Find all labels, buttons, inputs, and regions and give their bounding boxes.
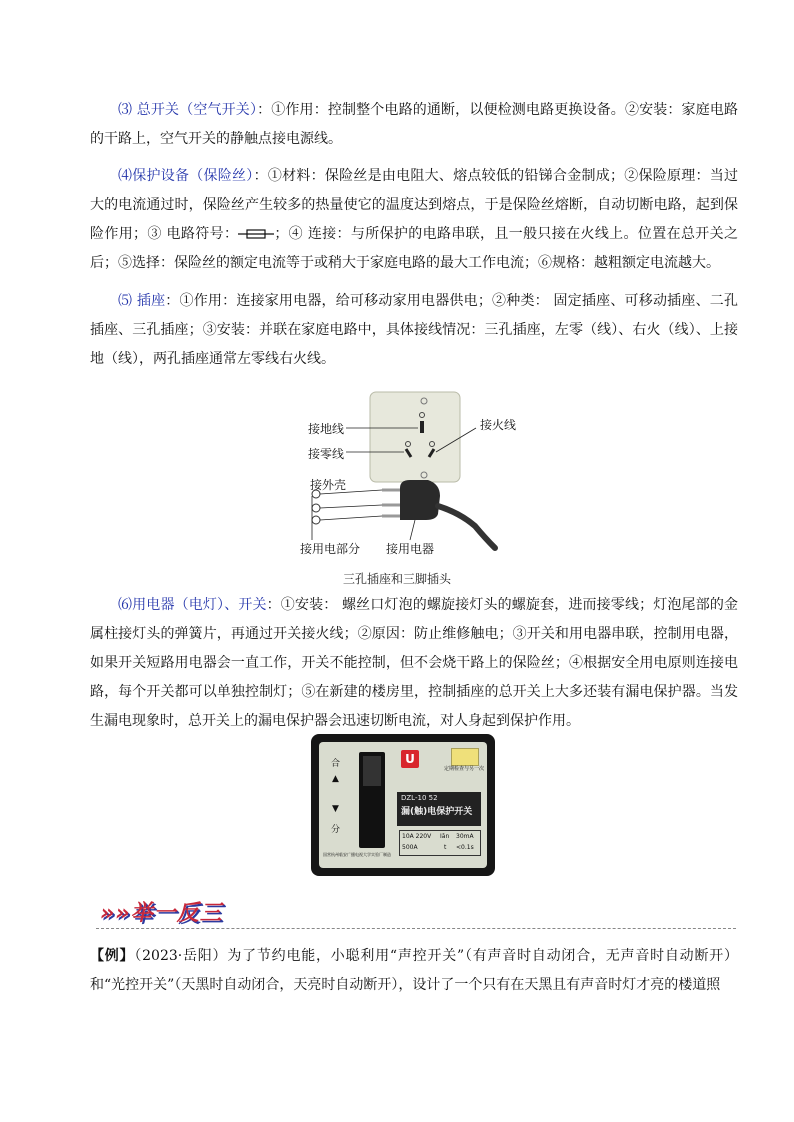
red-indicator [401, 750, 419, 768]
section-title: ⑷保护设备（保险丝） [118, 168, 254, 184]
on-label: 合 [331, 759, 341, 769]
model-plate [397, 792, 481, 826]
chevrons-icon: »» [100, 901, 131, 926]
section-body: ：①材料：保险丝是由电阻大、熔点较低的铅锑合金制成；②保险原理：当过大的电流通过时，保险丝产生较多的热量使它的温度达到熔点，于是保险丝熔断，自动切断电路，起到保险作用；③ 电路符号： [90, 168, 739, 242]
manufacturer: 国营杭州临安广播电视大学实验厂制造 [323, 852, 391, 857]
section-body: ：①作用：控制整个电路的通断，以便检测电路更换设备。②安装：家庭电路的干路上，空气开关的静触点接电源线。 [90, 102, 739, 147]
section-title: ⑸ 插座 [118, 293, 166, 309]
example-heading-text: 举一反三 [130, 901, 223, 926]
spec-voltage: 10A 220V [402, 833, 432, 840]
example-heading [100, 896, 223, 927]
section-body: ：①作用：连接家用电器，给可移动家用电器供电；②种类： 固定插座、可移动插座、二孔插座、三孔插座；③安装：并联在家庭电路中，具体接线情况：三孔插座，左零（线）、右火（线）、上接地（线），两孔插座通常左零线右火线。 [90, 293, 738, 367]
spec-table [399, 830, 481, 856]
label-appliance-part: 接用电部分 [300, 542, 361, 556]
leakage-protector-photo [311, 734, 495, 876]
test-button-label: 定期检查与另一次 [443, 766, 484, 772]
section-title: ⑶ 总开关（空气开关） [118, 102, 258, 118]
model-number: DZL-10 52 [401, 794, 438, 802]
spec-time: <0.1s [456, 844, 474, 851]
fuse-symbol-icon [238, 228, 274, 240]
section-socket [90, 287, 738, 374]
section-main-switch [90, 96, 738, 154]
switch-lever [363, 756, 381, 786]
example-question [90, 942, 738, 1000]
spec-breaking: 500A [402, 844, 418, 851]
red-indicator-mark: U [405, 752, 415, 766]
section-appliance-switch [90, 591, 738, 736]
test-button[interactable] [451, 748, 479, 766]
device-name: 漏(触)电保护开关 [401, 807, 473, 817]
socket-plug-figure [300, 388, 517, 563]
label-live: 接火线 [480, 418, 517, 432]
section-body-cont: ；④ 连接：与所保护的电路串联，且一般只接在火线上。位置在总开关之后；⑤选择：保险丝的额定电流等于或稍大于家庭电路的最大工作电流；⑥规格：越粗额定电流越大。 [90, 226, 738, 271]
heading-divider [96, 928, 736, 929]
section-body: ：①安装： 螺丝口灯泡的螺旋接灯头的螺旋套，进而接零线；灯泡尾部的金属柱接灯头的弹簧片，再通过开关接火线；②原因：防止维修触电；③开关和用电器串联，控制用电器，如果开关短路用电器会一直工作，开关不能控制，但不会烧干路上的保险丝；④根据安全用电原则连接电路，每个开关都可以单独控制灯；⑤在新建的楼房里，控制插座的总开关上大多还装有漏电保护器。当发生漏电现象时，总开关上的漏电保护器会迅速切断电流，对人身起到保护作用。 [90, 597, 738, 729]
figure-caption: 三孔插座和三脚插头 [342, 572, 451, 586]
section-fuse [90, 162, 738, 278]
label-ground: 接地线 [308, 422, 345, 436]
off-label: 分 [331, 825, 341, 835]
label-appliance: 接用电器 [386, 542, 435, 556]
spec-current: 30mA [456, 833, 474, 840]
example-body: 为了节约电能，小聪利用“声控开关”（有声音时自动闭合，无声音时自动断开）和“光控开关”（天黑时自动闭合，天亮时自动断开），设计了一个只有在天黑且有声音时灯才亮的楼道照 [90, 948, 738, 993]
up-arrow-icon: ▲ [332, 774, 339, 784]
spec-ian: Iān [440, 833, 450, 840]
spec-t: t [444, 844, 447, 851]
label-neutral: 接零线 [308, 447, 345, 461]
section-title: ⑹用电器（电灯）、开关 [118, 597, 267, 613]
down-arrow-icon: ▼ [332, 804, 339, 814]
example-source: （2023·岳阳） [134, 948, 228, 964]
example-tag: 【例】 [90, 948, 135, 964]
label-shell: 接外壳 [310, 478, 347, 492]
